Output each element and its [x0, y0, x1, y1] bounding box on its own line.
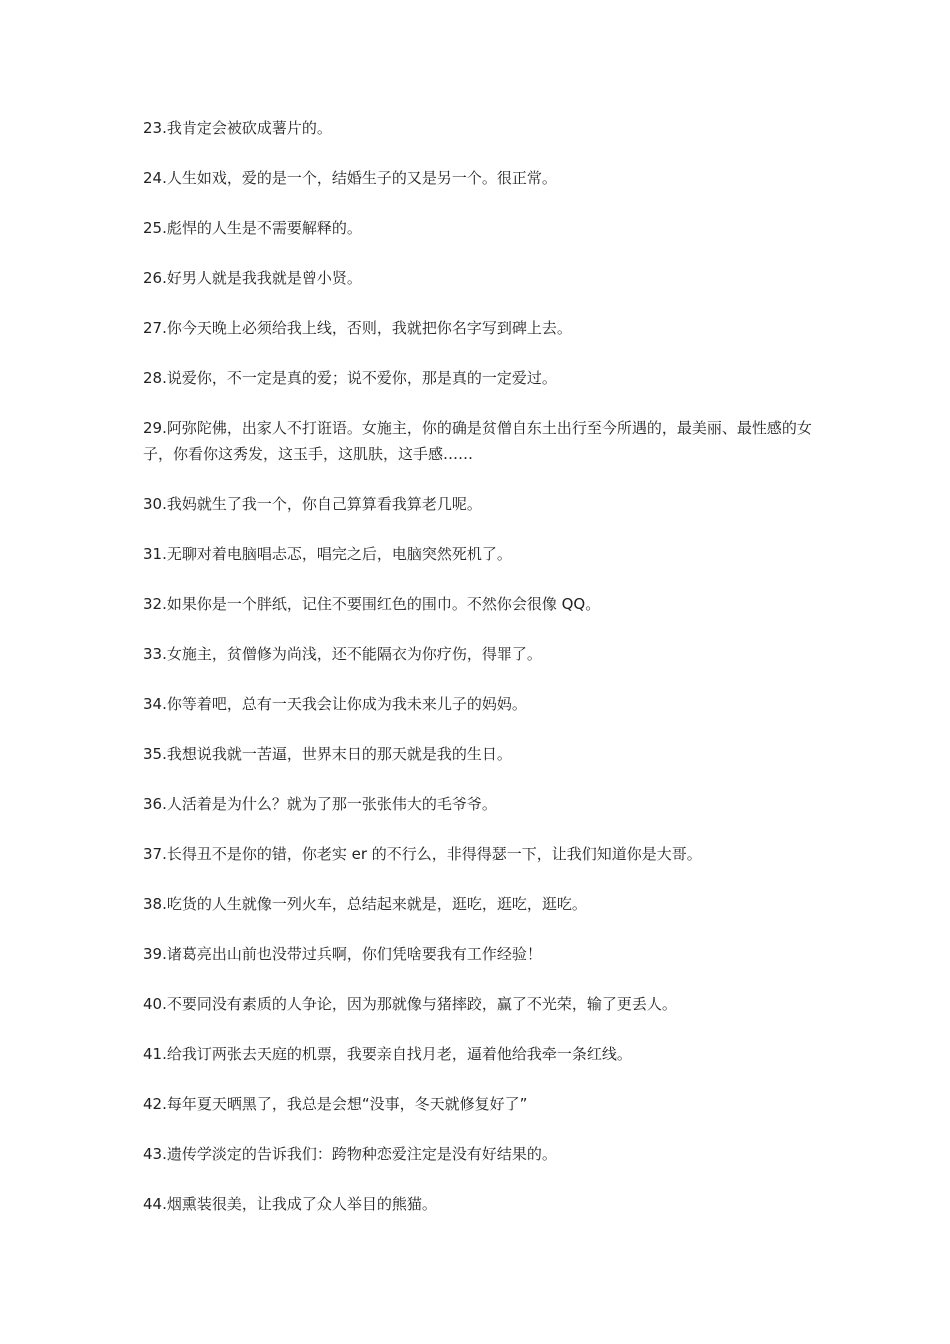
quote-item: 29.阿弥陀佛，出家人不打诳语。女施主，你的确是贫僧自东土出行至今所遇的，最美丽、最性感的女子，你看你这秀发，这玉手，这肌肤，这手感……: [143, 419, 812, 463]
quote-item: 34.你等着吧，总有一天我会让你成为我未来儿子的妈妈。: [143, 695, 527, 713]
quote-item: 24.人生如戏，爱的是一个，结婚生子的又是另一个。很正常。: [143, 169, 557, 187]
quote-item: 31.无聊对着电脑唱忐忑，唱完之后，电脑突然死机了。: [143, 545, 512, 563]
quote-item: 38.吃货的人生就像一列火车，总结起来就是，逛吃，逛吃，逛吃。: [143, 895, 587, 913]
quote-item: 33.女施主，贫僧修为尚浅，还不能隔衣为你疗伤，得罪了。: [143, 645, 542, 663]
quote-item: 41.给我订两张去天庭的机票，我要亲自找月老，逼着他给我牵一条红线。: [143, 1045, 632, 1063]
quote-item: 25.彪悍的人生是不需要解释的。: [143, 219, 362, 237]
quote-item: 36.人活着是为什么？就为了那一张张伟大的毛爷爷。: [143, 795, 497, 813]
quote-item: 32.如果你是一个胖纸，记住不要围红色的围巾。不然你会很像 QQ。: [143, 595, 601, 613]
quote-item: 26.好男人就是我我就是曾小贤。: [143, 269, 362, 287]
quote-item: 40.不要同没有素质的人争论，因为那就像与猪摔跤，赢了不光荣，输了更丢人。: [143, 995, 677, 1013]
quote-item: 35.我想说我就一苦逼，世界末日的那天就是我的生日。: [143, 745, 512, 763]
quote-item: 27.你今天晚上必须给我上线，否则，我就把你名字写到碑上去。: [143, 319, 572, 337]
quote-item: 37.长得丑不是你的错，你老实 er 的不行么，非得得瑟一下，让我们知道你是大哥。: [143, 845, 702, 863]
quote-item: 28.说爱你，不一定是真的爱；说不爱你，那是真的一定爱过。: [143, 369, 557, 387]
quote-list: [143, 115, 813, 1241]
quote-item: 23.我肯定会被砍成薯片的。: [143, 119, 332, 137]
quote-item: 44.烟熏装很美，让我成了众人举目的熊猫。: [143, 1195, 437, 1213]
quote-item: 42.每年夏天晒黑了，我总是会想“没事，冬天就修复好了”: [143, 1095, 528, 1113]
quote-item: 30.我妈就生了我一个，你自己算算看我算老几呢。: [143, 495, 482, 513]
quote-item: 43.遗传学淡定的告诉我们：跨物种恋爱注定是没有好结果的。: [143, 1145, 557, 1163]
quote-item: 39.诸葛亮出山前也没带过兵啊，你们凭啥要我有工作经验！: [143, 945, 542, 963]
